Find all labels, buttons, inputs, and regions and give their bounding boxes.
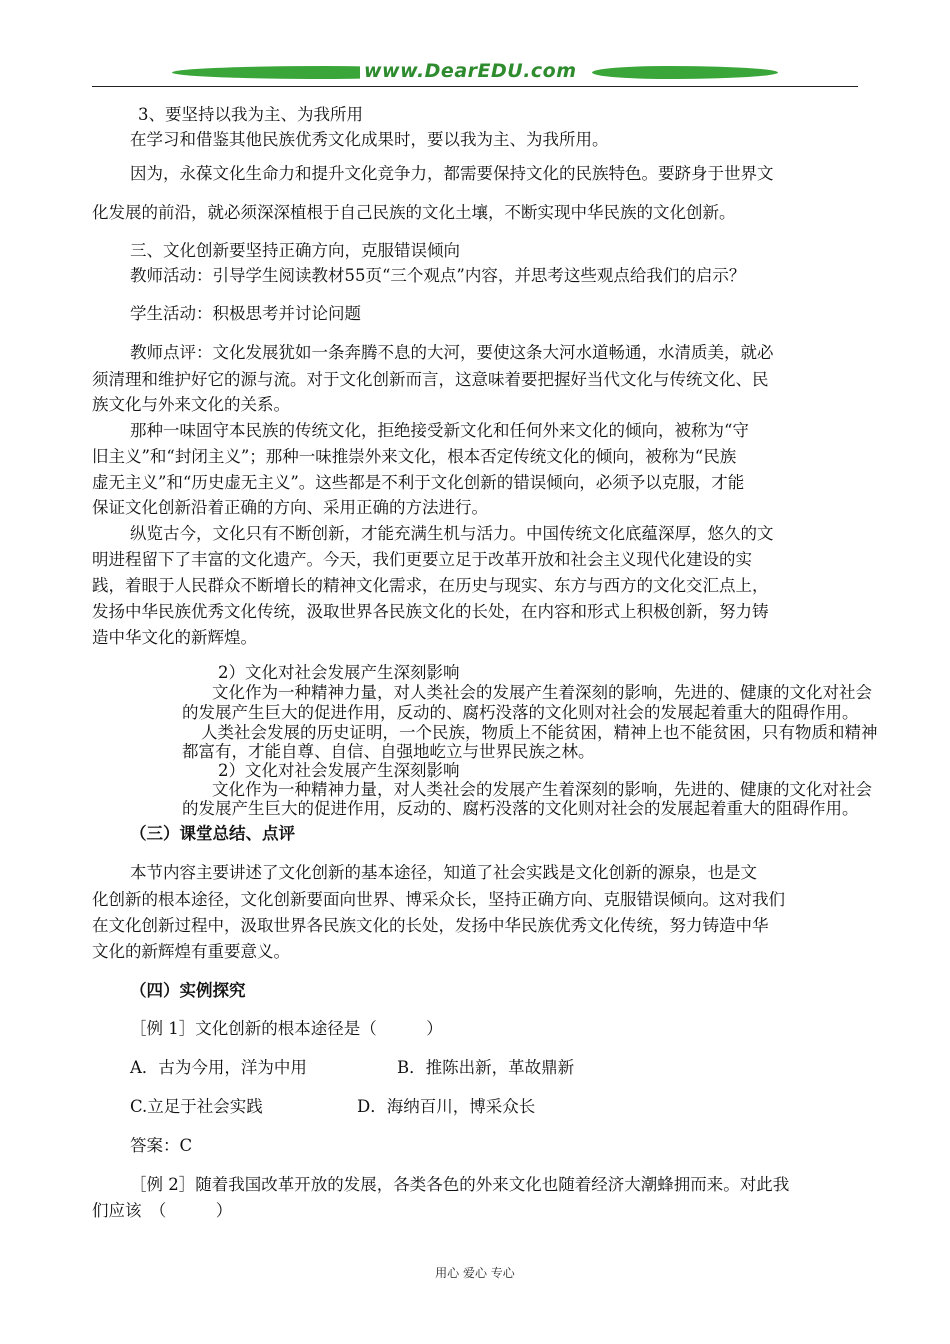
paragraph-line: 纵览古今，文化只有不断创新，才能充满生机与活力。中国传统文化底蕴深厚，悠久的文 [130, 524, 774, 543]
section-heading-3: 3、要坚持以我为主、为我所用 [138, 105, 363, 124]
paragraph-line: 保证文化创新沿着正确的方向、采用正确的方法进行。 [92, 498, 488, 517]
paragraph-line: 因为，永葆文化生命力和提升文化竞争力，都需要保持文化的民族特色。要跻身于世界文 [130, 164, 774, 183]
subheading-culture-impact: 2）文化对社会发展产生深刻影响 [218, 663, 460, 682]
paragraph-line: 人类社会发展的历史证明，一个民族，物质上不能贫困，精神上也不能贫困，只有物质和精神 [201, 723, 878, 742]
section-heading-three: 三、文化创新要坚持正确方向，克服错误倾向 [130, 241, 460, 260]
paragraph-line: 在文化创新过程中，汲取世界各民族文化的长处，发扬中华民族优秀文化传统，努力铸造中华 [92, 916, 769, 935]
example-2-question: ［例 2］随着我国改革开放的发展，各类各色的外来文化也随着经济大潮蜂拥而来。对此我 [130, 1175, 790, 1194]
student-activity-line: 学生活动：积极思考并讨论问题 [130, 304, 361, 323]
paragraph-line: 须清理和维护好它的源与流。对于文化创新而言，这意味着要把握好当代文化与传统文化、民 [92, 370, 769, 389]
teacher-activity-line: 教师活动：引导学生阅读教材55页“三个观点”内容，并思考这些观点给我们的启示？ [130, 266, 746, 285]
example-2-question-cont: 们应该 （ ） [92, 1201, 233, 1220]
page-footer: 用心 爱心 专心 [435, 1266, 515, 1280]
paragraph-line: 本节内容主要讲述了文化创新的基本途径，知道了社会实践是文化创新的源泉，也是文 [130, 863, 757, 882]
page-header [92, 60, 858, 92]
paragraph-line: 虚无主义”和“历史虚无主义”。这些都是不利于文化创新的错误倾向，必须予以克服，才能 [92, 473, 745, 492]
paragraph-line: 的发展产生巨大的促进作用，反动的、腐朽没落的文化则对社会的发展起着重大的阻碍作用。 [182, 799, 859, 818]
paragraph-line: 文化作为一种精神力量，对人类社会的发展产生着深刻的影响，先进的、健康的文化对社会 [212, 683, 872, 702]
paragraph-line: 文化作为一种精神力量，对人类社会的发展产生着深刻的影响，先进的、健康的文化对社会 [212, 780, 872, 799]
paragraph-line: 族文化与外来文化的关系。 [92, 395, 290, 414]
option-d: D．海纳百川，博采众长 [357, 1097, 536, 1116]
paragraph-line: 那种一味固守本民族的传统文化，拒绝接受新文化和任何外来文化的倾向，被称为“守 [130, 421, 749, 440]
option-b: B．推陈出新，革故鼎新 [397, 1058, 575, 1077]
site-logo: www.DearEDU.com [360, 60, 581, 82]
paragraph-line: 都富有，才能自尊、自信、自强地屹立与世界民族之林。 [182, 742, 595, 761]
paragraph-line: 明进程留下了丰富的文化遗产。今天，我们更要立足于改革开放和社会主义现代化建设的实 [92, 550, 752, 569]
section-heading-summary: （三）课堂总结、点评 [130, 824, 295, 843]
paragraph-line: 化发展的前沿，就必须深深植根于自己民族的文化土壤，不断实现中华民族的文化创新。 [92, 203, 736, 222]
paragraph-line: 造中华文化的新辉煌。 [92, 628, 257, 647]
paragraph-line: 践，着眼于人民群众不断增长的精神文化需求，在历史与现实、东方与西方的文化交汇点上， [92, 576, 769, 595]
teacher-comment-line: 教师点评：文化发展犹如一条奔腾不息的大河，要使这条大河水道畅通，水清质美，就必 [130, 343, 774, 362]
paragraph-line: 发扬中华民族优秀文化传统，汲取世界各民族文化的长处，在内容和形式上积极创新，努力铸 [92, 602, 769, 621]
header-rule [92, 86, 858, 87]
paragraph-line: 文化的新辉煌有重要意义。 [92, 942, 290, 961]
paragraph-line: 化创新的根本途径，文化创新要面向世界、博采众长，坚持正确方向、克服错误倾向。这对我们 [92, 890, 785, 909]
subheading-culture-impact-repeat: 2）文化对社会发展产生深刻影响 [218, 761, 460, 780]
example-1-question: ［例 1］文化创新的根本途径是（ ） [130, 1019, 443, 1038]
paragraph-line: 的发展产生巨大的促进作用，反动的、腐朽没落的文化则对社会的发展起着重大的阻碍作用。 [182, 703, 859, 722]
answer-line: 答案：C [130, 1136, 193, 1155]
paragraph-line: 在学习和借鉴其他民族优秀文化成果时，要以我为主、为我所用。 [130, 130, 609, 149]
section-heading-examples: （四）实例探究 [130, 981, 246, 1000]
option-a: A．古为今用，洋为中用 [130, 1058, 307, 1077]
option-c: C.立足于社会实践 [130, 1097, 263, 1116]
green-brush-stroke-right [592, 66, 778, 79]
paragraph-line: 旧主义”和“封闭主义”；那种一味推崇外来文化，根本否定传统文化的倾向，被称为“民族 [92, 447, 737, 466]
